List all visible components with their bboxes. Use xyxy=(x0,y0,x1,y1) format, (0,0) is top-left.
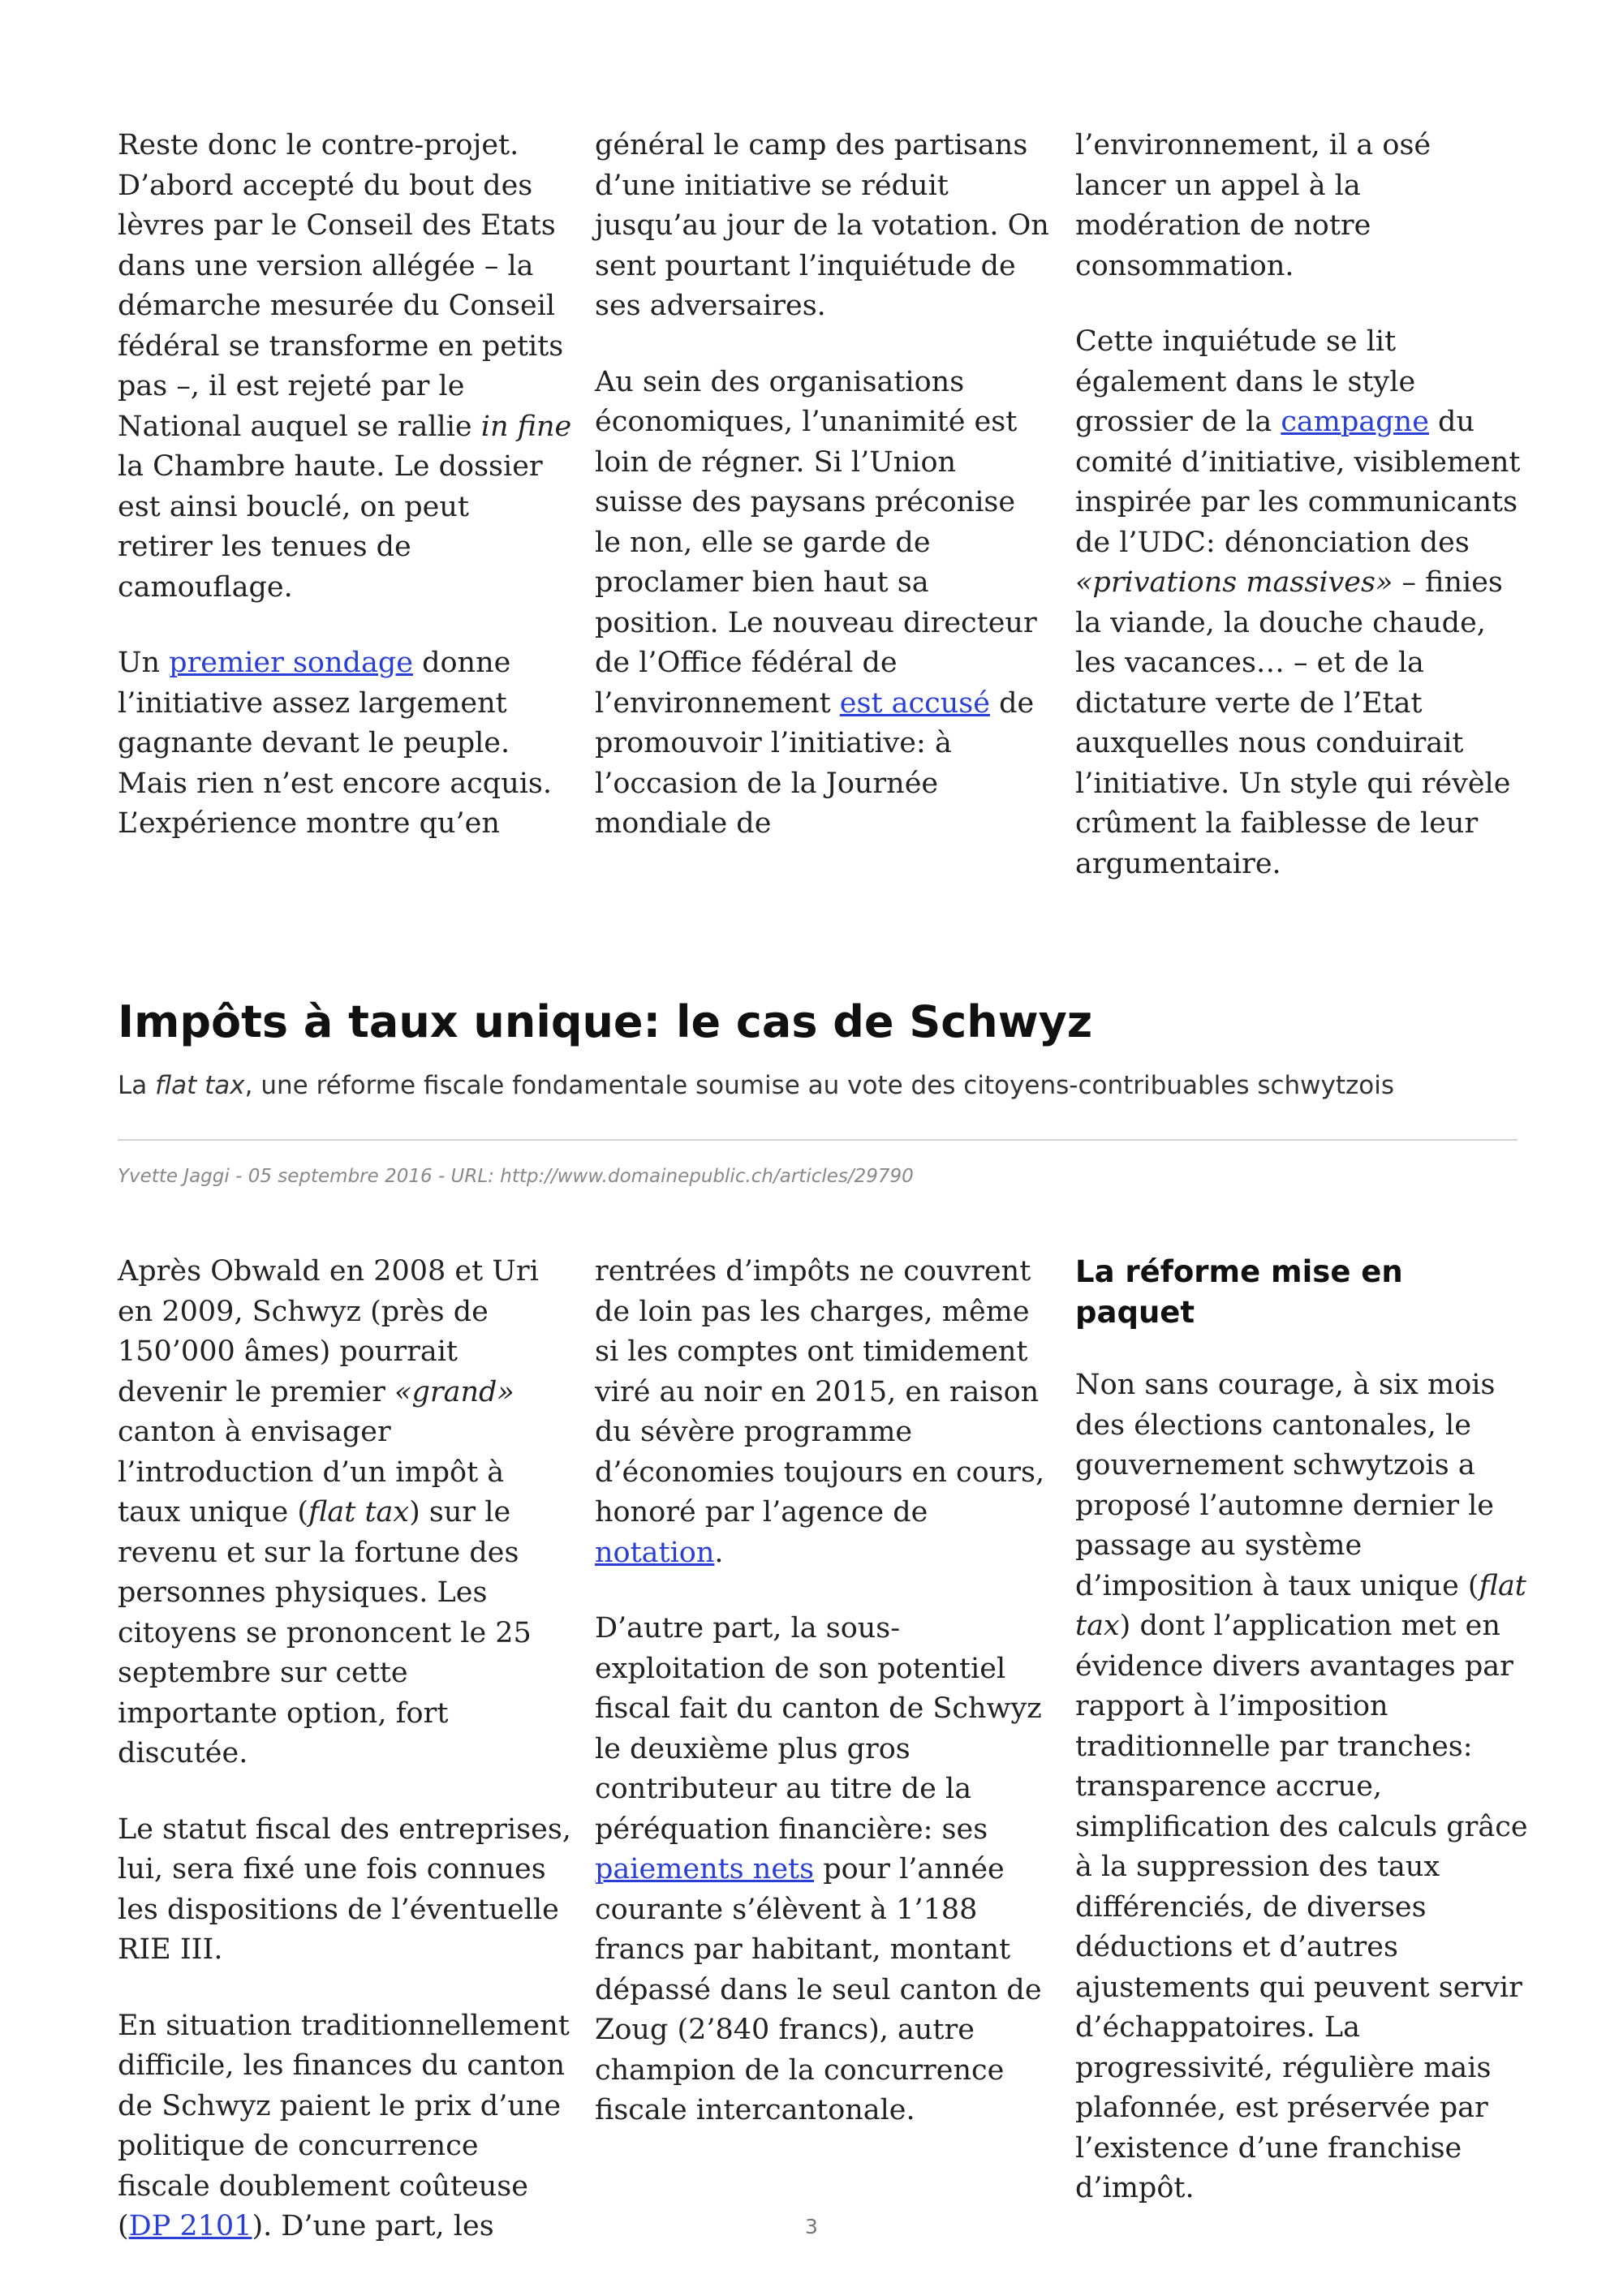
paragraph: général le camp des partisans d’une initiative se réduit jusqu’au jour de la votation. On sent pourtant l’inquiétude de ses adversaires. xyxy=(595,129,1049,322)
article2-column-2 xyxy=(595,1252,1049,2131)
paragraph: Après Obwald en 2008 et Uri en 2009, Schwyz (près de 150’000 âmes) pourrait devenir le premier «grand» canton à envisager l’introduction d’un impôt à taux unique (flat tax) sur le revenu et sur la fortune des personnes physiques. Les citoyens se prononcent le 25 septembre sur cette importante option, fort discutée. xyxy=(118,1255,539,1769)
link-est-accuse[interactable]: est accusé xyxy=(839,686,990,720)
paragraph: Reste donc le contre-projet. D’abord accepté du bout des lèvres par le Conseil des Etats dans une version allégée – la démarche mesurée du Conseil fédéral se transforme en petits pas –, il est rejeté par le National auquel se rallie in fine la Chambre haute. Le dossier est ainsi bouclé, on peut retirer les tenues de camouflage. xyxy=(118,129,572,604)
article1-column-1 xyxy=(118,126,572,845)
link-premier-sondage[interactable]: premier sondage xyxy=(169,647,413,679)
paragraph: Au sein des organisations économiques, l’unanimité est loin de régner. Si l’Union suisse des paysans préconise le non, elle se garde de proclamer bien haut sa position. Le nouveau directeur de l’Office fédéral de l’environnement est accusé de promouvoir l’initiative: à l’occasion de la Journée mondiale de xyxy=(595,365,1037,840)
link-dp-2101[interactable]: DP 2101 xyxy=(128,2210,252,2242)
paragraph: Le statut fiscal des entreprises, lui, sera fixé une fois connues les dispositions de l’éventuelle RIE III. xyxy=(118,1812,571,1966)
article1-column-2 xyxy=(595,126,1049,845)
page-number: 3 xyxy=(805,2215,818,2238)
paragraph: En situation traditionnellement difficile, les finances du canton de Schwyz paient le prix d’une politique de concurrence fiscale doublement coûteuse (DP 2101). D’une part, les xyxy=(118,2009,570,2242)
section-subheading: La réforme mise en paquet xyxy=(1075,1254,1403,1330)
link-notation[interactable]: notation xyxy=(595,1536,715,1569)
article2-column-3 xyxy=(1075,1252,1530,2209)
paragraph: Un premier sondage donne l’initiative assez largement gagnante devant le peuple. Mais rien n’est encore acquis. L’expérience montre qu’en xyxy=(118,647,553,840)
paragraph: rentrées d’impôts ne couvrent de loin pas les charges, même si les comptes ont timidement viré au noir en 2015, en raison du sévère programme d’économies toujours en cours, honoré par l’agence de notation. xyxy=(595,1255,1045,1569)
article-subtitle: La flat tax, une réforme fiscale fondamentale soumise au vote des citoyens-contribuables schwytzois xyxy=(118,1071,1395,1100)
article-title: Impôts à taux unique: le cas de Schwyz xyxy=(118,996,1093,1047)
article-byline: Yvette Jaggi - 05 septembre 2016 - URL: http://www.domainepublic.ch/articles/29790 xyxy=(118,1166,914,1187)
link-campagne[interactable]: campagne xyxy=(1281,406,1429,438)
link-paiements-nets[interactable]: paiements nets xyxy=(595,1853,815,1885)
article2-column-1 xyxy=(118,1252,572,2247)
paragraph: l’environnement, il a osé lancer un appel à la modération de notre consommation. xyxy=(1075,129,1431,282)
article1-column-3 xyxy=(1075,126,1530,884)
paragraph: Cette inquiétude se lit également dans le style grossier de la campagne du comité d’initiative, visiblement inspirée par les communicants de l’UDC: dénonciation des «privations massives» – finies la viande, la douche chaude, les vacances… – et de la dictature verte de l’Etat auxquelles nous conduirait l’initiative. Un style qui révèle crûment la faiblesse de leur argumentaire. xyxy=(1075,325,1521,880)
paragraph: Non sans courage, à six mois des élections cantonales, le gouvernement schwytzois a proposé l’automne dernier le passage au système d’imposition à taux unique (flat tax) dont l’application met en évidence divers avantages par rapport à l’imposition traditionnelle par tranches: transparence accrue, simplification des calculs grâce à la suppression des taux différenciés, de diverses déductions et d’autres ajustements qui peuvent servir d’échappatoires. La progressivité, régulière mais plafonnée, est préservée par l’existence d’une franchise d’impôt. xyxy=(1075,1369,1528,2204)
divider xyxy=(118,1139,1518,1141)
paragraph: D’autre part, la sous-exploitation de son potentiel fiscal fait du canton de Schwyz le deuxième plus gros contributeur au titre de la péréquation financière: ses paiements nets pour l’année courante s’élèvent à 1’188 francs par habitant, montant dépassé dans le seul canton de Zoug (2’840 francs), autre champion de la concurrence fiscale intercantonale. xyxy=(595,1612,1042,2126)
